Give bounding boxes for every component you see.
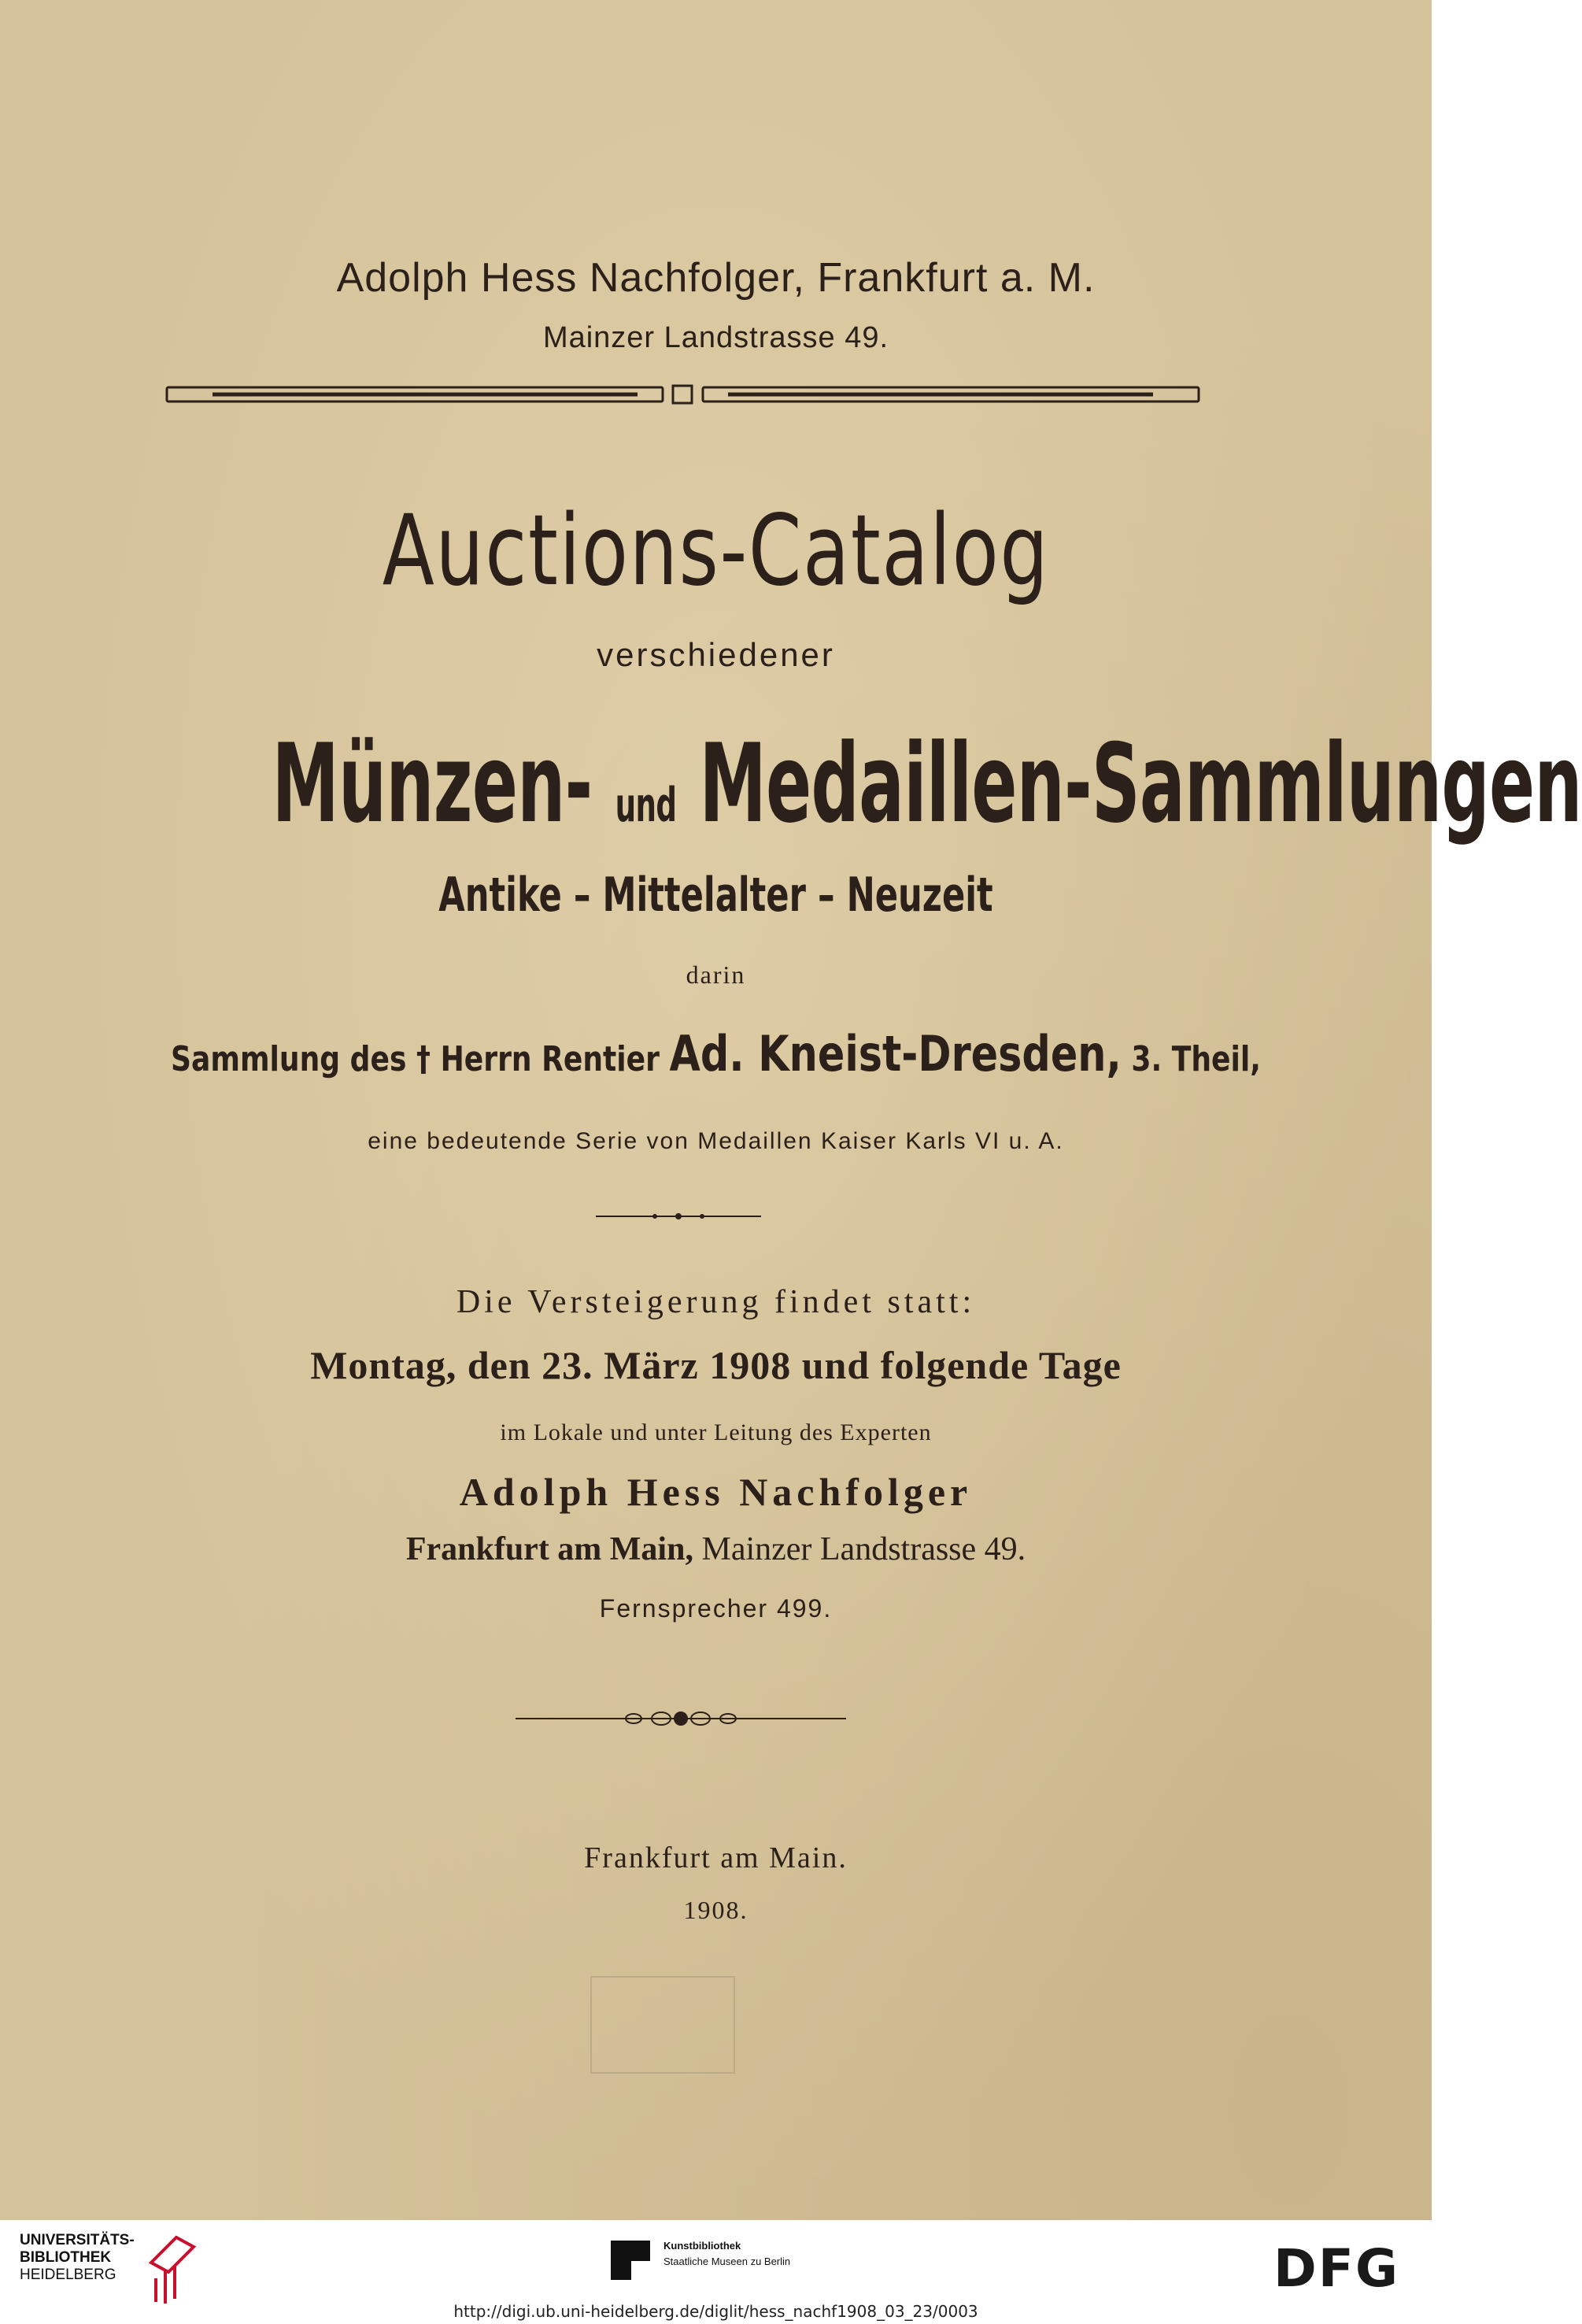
ub-line-2: BIBLIOTHEK [20, 2249, 112, 2266]
ub-line-3: HEIDELBERG [20, 2267, 116, 2283]
darin-text: darin [686, 960, 746, 989]
expert-address [0, 1530, 1432, 1568]
ub-emblem-icon [145, 2231, 200, 2307]
expert-name: Adolph Hess Nachfolger [459, 1470, 973, 1514]
imprint-city: Frankfurt am Main. [584, 1841, 848, 1874]
collection-part: 3. Theil, [1131, 1039, 1261, 1079]
collection-prefix: Sammlung des † Herrn Rentier [171, 1039, 660, 1079]
faint-stamp [590, 1976, 735, 2074]
ub-line-1: UNIVERSITÄTS- [20, 2232, 135, 2248]
imprint-year: 1908. [683, 1896, 748, 1924]
permalink[interactable]: http://digi.ub.uni-heidelberg.de/diglit/hess_nachf1908_03_23/0003 [453, 2302, 978, 2321]
expert-street: Mainzer Landstrasse 49. [701, 1531, 1026, 1567]
publisher-name: Adolph Hess Nachfolger, Frankfurt a. M. [336, 255, 1096, 301]
heading-part-2: Medaillen-Sammlungen [699, 720, 1582, 847]
collection-name: Ad. Kneist-Dresden, [669, 1025, 1122, 1082]
kb-line-1: Kunstbibliothek [663, 2240, 741, 2252]
ornamental-rule-icon [165, 381, 1200, 408]
catalog-subtitle: verschiedener [597, 636, 835, 673]
collection-line [129, 1025, 1303, 1082]
phone-number: Fernsprecher 499. [599, 1594, 833, 1623]
auction-place: im Lokale und unter Leitung des Experten [500, 1419, 932, 1445]
expert-city: Frankfurt am Main, [405, 1531, 693, 1567]
auction-date: Montag, den 23. März 1908 und folgende Tage [310, 1343, 1122, 1387]
kunstbibliothek-text [663, 2238, 790, 2270]
kunstbibliothek-icon [611, 2241, 650, 2280]
heading-und: und [615, 778, 677, 833]
auction-intro: Die Versteigerung findet statt: [456, 1284, 976, 1320]
dfg-logo: DFG [1273, 2238, 1400, 2299]
catalog-title: Auctions-Catalog [382, 494, 1050, 608]
series-line: eine bedeutende Serie von Medaillen Kaiser Karls VI u. A. [368, 1128, 1064, 1154]
main-heading [272, 720, 1582, 847]
kb-line-2: Staatliche Museen zu Berlin [663, 2256, 791, 2267]
small-divider-icon [596, 1211, 761, 1222]
periods-line: Antike – Mittelalter – Neuzeit [438, 868, 993, 923]
publisher-address: Mainzer Landstrasse 49. [542, 321, 889, 354]
ub-heidelberg-logo [20, 2232, 135, 2284]
heading-part-1: Münzen- [272, 720, 593, 847]
ornamental-divider-icon [516, 1708, 846, 1729]
